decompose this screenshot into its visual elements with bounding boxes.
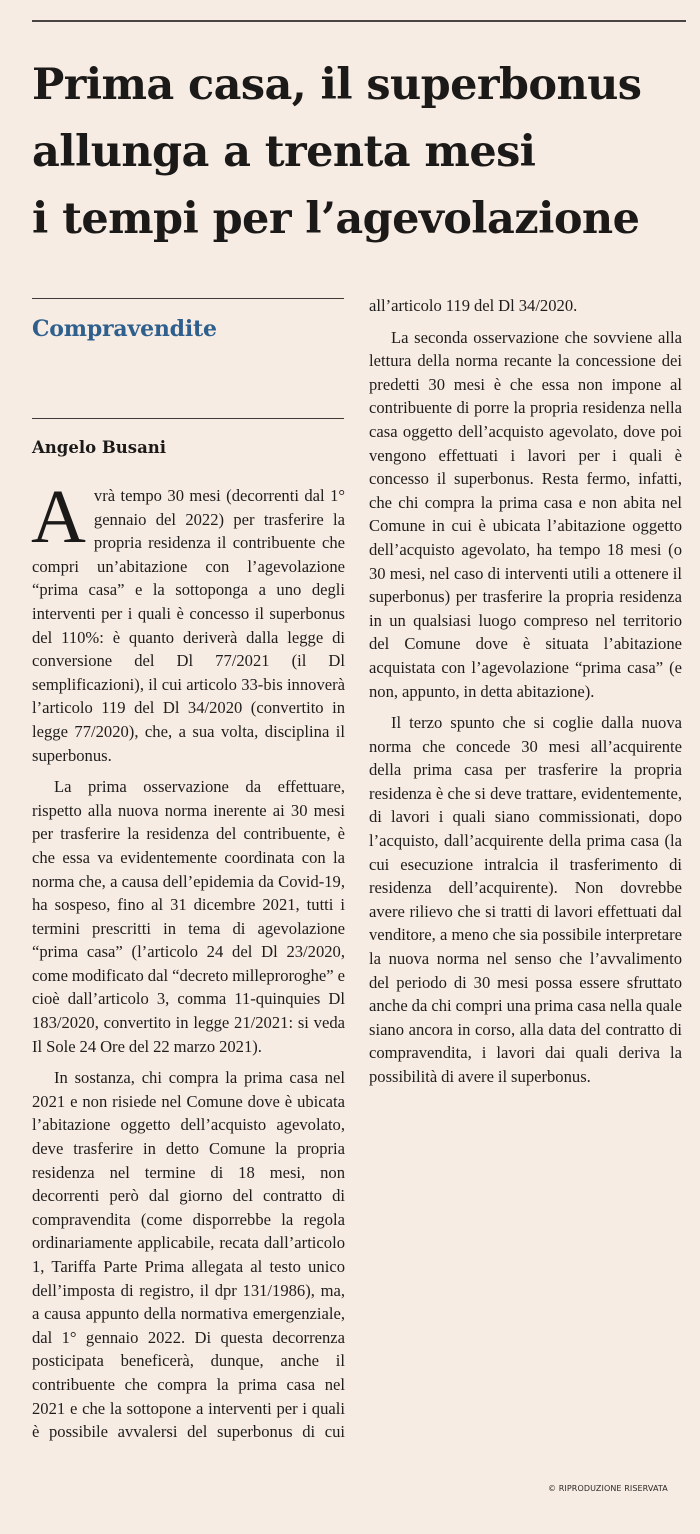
headline-line-1: Prima casa, il superbonus [32, 60, 642, 110]
lead-paragraph-text: vrà tempo 30 mesi (decorrenti dal 1° gennaio del 2022) per trasferire la propria residenza il contribuente che compri un’abitazione con l’agevolazione “prima casa” e la sottoponga a uno degli interventi per i quali è concesso il superbonus del 110%: è quanto deriverà dalla legge di conversione del Dl 77/2021 (il Dl semplificazioni), il cui articolo 33-bis innoverà l’articolo 119 del Dl 34/2020 (convertito in legge 77/2020), che, a sua volta, disciplina il superbonus. [32, 486, 345, 765]
section-label: Compravendite [32, 316, 217, 342]
lead-paragraph [31, 475, 345, 767]
author-byline: Angelo Busani [32, 438, 167, 457]
section-rule-top [32, 298, 344, 299]
body-paragraph-3-continued: all’articolo 119 del Dl 34/2020. [369, 296, 578, 315]
body-paragraph-5: Il terzo spunto che si coglie dalla nuova norma che concede 30 mesi all’acquirente della prima casa per trasferire la propria residenza è che si deve trattare, evidentemente, di lavori i quali siano commissionati, dopo l’acquisto, dall’acquirente della prima casa (la cui esecuzione intralcia il trasferimento di residenza dell’acquirente). Non dovrebbe avere rilievo che si tratti di lavori effettuati dal venditore, a meno che sia possibile interpretare la nuova norma nel senso che l’avvalimento del periodo di 30 mesi possa essere sfruttato anche da chi compri una prima casa nella quale siano ancora in corso, alla data del contratto di compravendita, i lavori dai quali deriva la possibilità di avere il superbonus. [369, 713, 682, 1086]
body-paragraph-2: La prima osservazione da effettuare, rispetto alla nuova norma inerente ai 30 mesi per trasferire la residenza del contribuente, è che essa va evidentemente coordinata con la norma che, a causa dell’epidemia da Covid-19, ha sospeso, fino al 31 dicembre 2021, tutti i termini prescritti in tema di agevolazione “prima casa” (l’articolo 24 del Dl 23/2020, come modificato dal “decreto milleproroghe” e cioè dall’articolo 3, comma 11-quinquies Dl 183/2020, convertito in legge 21/2021: si veda Il Sole 24 Ore del 22 marzo 2021). [32, 777, 345, 1056]
article-column-right [369, 294, 682, 1097]
article-column-left [31, 475, 345, 1452]
body-paragraph-3: In sostanza, chi compra la prima casa nel 2021 e non risiede nel Comune dove è ubicata l’abitazione oggetto dell’acquisto agevolato, deve trasferire in detto Comune la propria residenza nel termine di 18 mesi, non decorrenti però dal giorno del contratto di compravendita (come disporrebbe la regola ordinariamente applicabile, recata dall’articolo 1, Tariffa Parte Prima allegata al testo unico dell’imposta di registro, il dpr 131/1986), ma, a causa appunto della normativa emergenziale, dal 1° gennaio 2022. Di questa decorrenza posticipata beneficerà, dunque, anche il contribuente che compra la prima casa nel 2021 e che la sottopone a interventi per i quali è possibile avvalersi del superbonus di cui [32, 1068, 345, 1442]
top-rule [32, 20, 686, 22]
headline-line-3: i tempi per l’agevolazione [32, 194, 640, 244]
section-rule-bottom [32, 418, 344, 419]
headline-line-2: allunga a trenta mesi [32, 127, 536, 177]
copyright-notice: © RIPRODUZIONE RISERVATA [548, 1484, 668, 1493]
body-paragraph-4: La seconda osservazione che sovviene alla lettura della norma recante la concessione dei predetti 30 mesi è che essa non impone al contribuente di porre la propria residenza nella casa oggetto dell’acquisto agevolato, dove poi vengono effettuati i lavori per i quali è concesso il superbonus. Resta fermo, infatti, che chi compra la prima casa e non abita nel Comune in cui è ubicata l’abitazione oggetto dell’acquisto agevolato, ha tempo 18 mesi (o 30 mesi, nel caso di interventi utili a ottenere il superbonus) per trasferire la propria residenza in un qualsiasi luogo compreso nel territorio del Comune dove è situata l’abitazione acquistata con l’agevolazione “prima casa” (e non, appunto, in detta abitazione). [369, 327, 682, 701]
drop-cap: A [31, 475, 86, 559]
article-headline [32, 52, 682, 253]
